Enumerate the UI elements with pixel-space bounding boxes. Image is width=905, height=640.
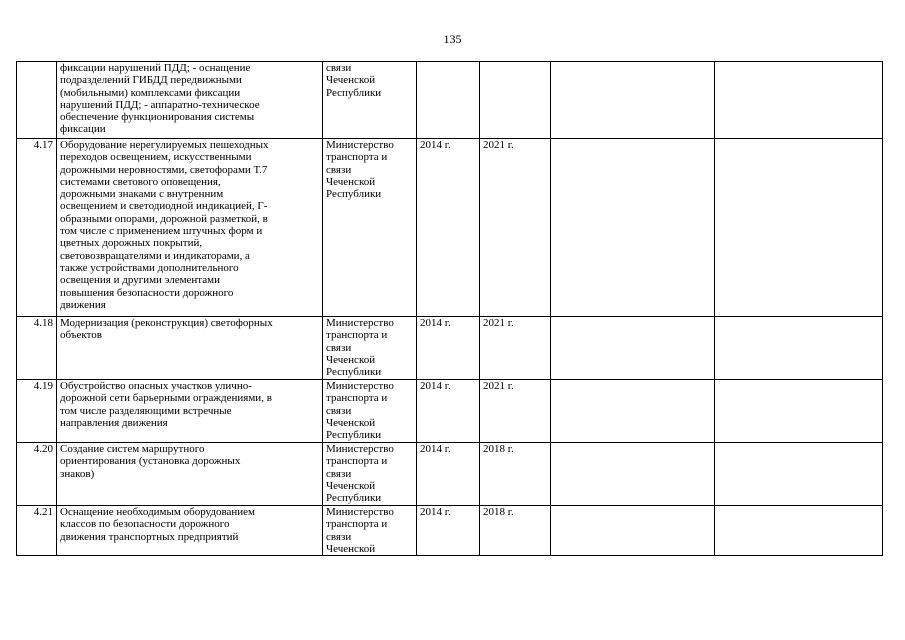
start-year: 2014 г. (417, 443, 480, 506)
end-year (480, 62, 551, 139)
row-number: 4.18 (17, 317, 57, 380)
row-number: 4.17 (17, 139, 57, 317)
responsible-executor: Министерство транспорта и связи Чеченской Республики (323, 317, 417, 380)
start-year: 2014 г. (417, 506, 480, 556)
empty-cell (551, 62, 715, 139)
measure-description: Создание систем маршрутного ориентирования (установка дорожных знаков) (57, 443, 323, 506)
page-number: 135 (443, 32, 462, 46)
start-year (417, 62, 480, 139)
table-row (17, 380, 883, 443)
start-year: 2014 г. (417, 317, 480, 380)
table-row (17, 443, 883, 506)
start-year: 2014 г. (417, 139, 480, 317)
responsible-executor: Министерство транспорта и связи Чеченской (323, 506, 417, 556)
measure-description: Модернизация (реконструкция) светофорных объектов (57, 317, 323, 380)
row-number (17, 62, 57, 139)
end-year: 2018 г. (480, 443, 551, 506)
empty-cell (715, 443, 883, 506)
measure-description: фиксации нарушений ПДД; - оснащение подразделений ГИБДД передвижными (мобильными) комплексами фиксации нарушений ПДД; - аппаратно-техническое обеспечение функционирования системы фиксации (57, 62, 323, 139)
empty-cell (551, 380, 715, 443)
measure-description: Оборудование нерегулируемых пешеходных переходов освещением, искусственными дорожными неровностями, светофорами Т.7 системами светового оповещения, дорожными знаками с внутренним освещением и светодиодной индикацией, Г- образными опорами, дорожной разметкой, в том числе с применением штучных форм и цветных дорожных покрытий, световозвращателями и индикаторами, а также устройствами дополнительного освещения и другими элементами повышения безопасности дорожного движения (57, 139, 323, 317)
end-year: 2021 г. (480, 139, 551, 317)
row-number: 4.20 (17, 443, 57, 506)
empty-cell (551, 317, 715, 380)
responsible-executor: Министерство транспорта и связи Чеченской Республики (323, 139, 417, 317)
start-year: 2014 г. (417, 380, 480, 443)
end-year: 2021 г. (480, 380, 551, 443)
row-number: 4.21 (17, 506, 57, 556)
empty-cell (551, 139, 715, 317)
table-row (17, 506, 883, 556)
row-number: 4.19 (17, 380, 57, 443)
table-row (17, 139, 883, 317)
empty-cell (715, 506, 883, 556)
empty-cell (715, 139, 883, 317)
empty-cell (551, 443, 715, 506)
measure-description: Оснащение необходимым оборудованием классов по безопасности дорожного движения транспортных предприятий (57, 506, 323, 556)
empty-cell (715, 317, 883, 380)
responsible-executor: связи Чеченской Республики (323, 62, 417, 139)
empty-cell (715, 380, 883, 443)
empty-cell (715, 62, 883, 139)
responsible-executor: Министерство транспорта и связи Чеченской Республики (323, 380, 417, 443)
responsible-executor: Министерство транспорта и связи Чеченской Республики (323, 443, 417, 506)
table-row (17, 62, 883, 139)
end-year: 2021 г. (480, 317, 551, 380)
empty-cell (551, 506, 715, 556)
measure-description: Обустройство опасных участков улично- дорожной сети барьерными ограждениями, в том числе разделяющими встречные направления движения (57, 380, 323, 443)
program-measures-table (16, 61, 883, 556)
end-year: 2018 г. (480, 506, 551, 556)
table-row (17, 317, 883, 380)
